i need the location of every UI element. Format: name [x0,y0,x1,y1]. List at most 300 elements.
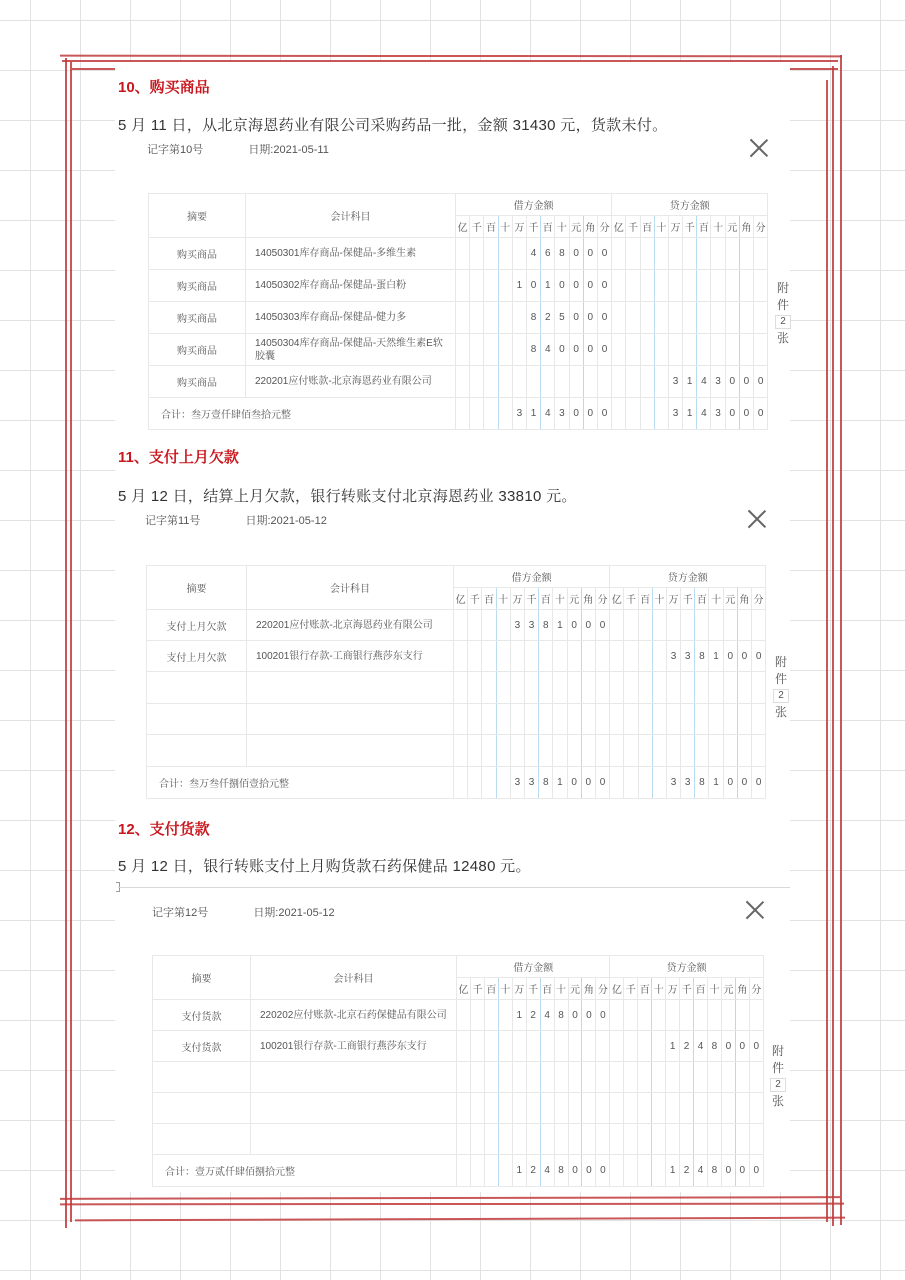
amount-digit [510,704,524,735]
amount-digit [610,1062,624,1093]
amount-digit: 8 [555,238,569,270]
voucher-number: 记字第12号 [152,907,209,919]
amount-digit [540,1093,554,1124]
amount-digit [512,334,526,366]
amount-digit [454,704,468,735]
amount-digit [457,1031,471,1062]
account-cell[interactable] [247,735,454,767]
digit-header: 千 [526,216,540,238]
amount-digit [482,704,496,735]
amount-digit: 0 [735,1155,749,1187]
digit-header: 分 [749,978,763,1000]
amount-digit [666,672,680,704]
amount-digit [721,1124,735,1155]
summary-cell[interactable]: 支付货款 [153,1031,251,1062]
amount-digit: 0 [581,610,595,641]
amount-digit [568,1031,582,1062]
account-cell[interactable]: 220201应付账款-北京海恩药业有限公司 [246,366,456,398]
amount-digit [697,302,711,334]
section-description-12: 5 月 12 日，银行转账支付上月购货款石药保健品 12480 元。 [118,858,531,875]
amount-digit [640,398,654,430]
amount-digit [638,610,652,641]
account-cell[interactable]: 14050301库存商品-保健品-多维生素 [246,238,456,270]
amount-digit [752,672,766,704]
amount-digit [468,704,482,735]
digit-header: 分 [597,216,611,238]
digit-header: 万 [512,216,526,238]
amount-digit [739,302,753,334]
amount-digit [624,610,638,641]
digit-header: 十 [498,978,512,1000]
digit-header: 角 [583,216,597,238]
attachment-number-input[interactable]: 2 [773,689,789,703]
amount-digit [666,1062,680,1093]
amount-digit: 0 [569,238,583,270]
amount-digit [638,1000,652,1031]
digit-header: 亿 [610,978,624,1000]
amount-digit [496,641,510,672]
section-title-11: 11、支付上月欠款 [118,449,239,466]
amount-digit: 0 [752,641,766,672]
amount-digit: 0 [739,398,753,430]
amount-digit [568,1093,582,1124]
amount-digit [652,767,666,799]
total-row [153,1155,764,1187]
close-voucher-12-icon[interactable] [745,900,765,920]
amount-digit [468,610,482,641]
voucher-row[interactable] [149,334,768,366]
amount-digit: 4 [697,366,711,398]
summary-cell[interactable]: 支付货款 [153,1000,251,1031]
amount-digit [654,398,668,430]
amount-digit [721,1000,735,1031]
amount-digit: 3 [510,610,524,641]
total-label: 合计：叁万壹仟肆佰叁拾元整 [149,398,456,430]
digit-header: 百 [484,216,498,238]
amount-digit [512,238,526,270]
amount-digit: 8 [554,1000,568,1031]
amount-digit [595,641,609,672]
digit-header: 百 [484,978,498,1000]
amount-digit [581,641,595,672]
amount-digit: 4 [526,238,540,270]
amount-digit [540,1124,554,1155]
amount-digit [681,672,695,704]
amount-digit: 0 [555,334,569,366]
amount-digit [568,1124,582,1155]
amount-digit [484,1124,498,1155]
amount-digit [498,270,512,302]
account-cell[interactable] [251,1124,457,1155]
amount-digit: 3 [512,398,526,430]
amount-digit [496,767,510,799]
amount-digit [498,1155,512,1187]
amount-digit [683,238,697,270]
amount-digit [754,270,768,302]
amount-digit [567,704,581,735]
amount-digit [735,1062,749,1093]
amount-digit: 2 [680,1031,694,1062]
account-cell[interactable]: 14050302库存商品-保健品-蛋白粉 [246,270,456,302]
amount-digit [668,302,682,334]
col-credit: 贷方金额 [610,956,763,978]
digit-header: 元 [568,978,582,1000]
summary-cell[interactable]: 支付上月欠款 [147,610,247,641]
amount-digit [470,1062,484,1093]
attachment-count-12: 附 件 2 张 [771,1044,784,1108]
digit-header: 千 [681,588,695,610]
amount-digit [456,398,470,430]
digit-header: 千 [624,978,638,1000]
amount-digit [484,270,498,302]
amount-digit: 8 [526,334,540,366]
amount-digit [752,735,766,767]
digit-header: 十 [654,216,668,238]
amount-digit: 0 [754,398,768,430]
amount-digit: 0 [595,767,609,799]
voucher-row[interactable] [147,672,766,704]
voucher-row[interactable] [147,735,766,767]
voucher-row[interactable] [149,366,768,398]
voucher-row[interactable] [147,704,766,735]
amount-digit: 0 [749,1031,763,1062]
amount-digit: 0 [582,1000,596,1031]
voucher-row[interactable] [153,1093,764,1124]
account-cell[interactable] [251,1093,457,1124]
account-cell[interactable]: 14050304库存商品-保健品-天然维生素E软胶囊 [246,334,456,366]
summary-cell[interactable]: 购买商品 [149,366,246,398]
col-summary: 摘要 [149,194,246,238]
amount-digit [568,1062,582,1093]
digit-header: 元 [569,216,583,238]
amount-digit [638,672,652,704]
amount-digit: 1 [526,398,540,430]
amount-digit [680,1062,694,1093]
digit-header: 万 [668,216,682,238]
amount-digit [638,1031,652,1062]
digit-header: 十 [652,588,666,610]
account-cell[interactable]: 100201银行存款-工商银行燕莎东支行 [247,641,454,672]
amount-digit: 0 [721,1155,735,1187]
voucher-row[interactable] [149,270,768,302]
amount-digit: 1 [553,610,567,641]
amount-digit [723,735,737,767]
voucher-row[interactable] [149,302,768,334]
voucher-table-10 [148,193,768,430]
amount-digit [624,704,638,735]
digit-header: 亿 [454,588,468,610]
amount-digit [498,366,512,398]
amount-digit: 3 [524,767,538,799]
digit-header: 元 [723,588,737,610]
amount-digit: 3 [711,366,725,398]
amount-digit [569,366,583,398]
amount-digit [737,704,751,735]
total-row [149,398,768,430]
amount-digit [624,735,638,767]
digit-header: 千 [624,588,638,610]
amount-digit [697,270,711,302]
digit-header: 角 [582,978,596,1000]
voucher-row[interactable] [153,1000,764,1031]
amount-digit [666,1093,680,1124]
amount-digit [666,735,680,767]
col-account: 会计科目 [247,566,454,610]
amount-digit [640,366,654,398]
amount-digit [539,704,553,735]
digit-header: 十 [711,216,725,238]
amount-digit: 0 [555,270,569,302]
voucher-number: 记字第10号 [147,144,204,156]
amount-digit [697,334,711,366]
account-cell[interactable]: 220202应付账款-北京石药保健品有限公司 [251,1000,457,1031]
amount-digit: 4 [697,398,711,430]
amount-digit: 4 [694,1031,708,1062]
voucher-header-12 [152,904,335,920]
amount-digit [638,1093,652,1124]
digit-header: 十 [707,978,721,1000]
amount-digit [739,238,753,270]
amount-digit [610,704,624,735]
amount-digit [752,704,766,735]
voucher-row[interactable] [153,1124,764,1155]
voucher-row[interactable] [153,1062,764,1093]
digit-header: 万 [666,588,680,610]
amount-digit: 2 [526,1000,540,1031]
amount-digit [498,1000,512,1031]
amount-digit: 0 [567,610,581,641]
amount-digit [470,238,484,270]
amount-digit [683,302,697,334]
voucher-row[interactable] [149,238,768,270]
amount-digit [624,1031,638,1062]
amount-digit [457,1000,471,1031]
amount-digit [666,1000,680,1031]
amount-digit [652,1031,666,1062]
divider [118,887,790,888]
amount-digit [526,1031,540,1062]
voucher-header-11 [145,512,327,528]
amount-digit [539,735,553,767]
digit-header: 十 [709,588,723,610]
amount-digit: 0 [597,302,611,334]
summary-cell[interactable] [147,672,247,704]
amount-digit [754,334,768,366]
amount-digit: 0 [569,398,583,430]
amount-digit [652,1000,666,1031]
amount-digit [456,302,470,334]
amount-digit [482,735,496,767]
account-cell[interactable]: 14050303库存商品-保健品-健力多 [246,302,456,334]
amount-digit [484,1093,498,1124]
amount-digit [626,302,640,334]
amount-digit [626,238,640,270]
amount-digit [739,270,753,302]
amount-digit [454,610,468,641]
amount-digit: 1 [666,1155,680,1187]
amount-digit [470,1124,484,1155]
amount-digit: 4 [541,398,555,430]
amount-digit [694,1124,708,1155]
amount-digit [709,735,723,767]
amount-digit [582,1093,596,1124]
amount-digit: 1 [541,270,555,302]
col-summary: 摘要 [153,956,251,1000]
close-voucher-11-icon[interactable] [747,509,767,529]
account-cell[interactable] [251,1062,457,1093]
amount-digit: 0 [567,767,581,799]
account-cell[interactable]: 220201应付账款-北京海恩药业有限公司 [247,610,454,641]
amount-digit: 4 [694,1155,708,1187]
amount-digit [694,1062,708,1093]
amount-digit: 0 [581,767,595,799]
amount-digit [709,672,723,704]
col-account: 会计科目 [246,194,456,238]
attachment-count-11: 附 件 2 张 [774,655,787,719]
amount-digit [470,1093,484,1124]
attachment-number-input[interactable]: 2 [770,1078,786,1092]
digit-header: 十 [554,978,568,1000]
amount-digit [654,366,668,398]
summary-cell[interactable] [153,1062,251,1093]
section-title-12: 12、支付货款 [118,821,210,838]
digit-header: 元 [721,978,735,1000]
amount-digit [512,1093,526,1124]
summary-cell[interactable] [153,1093,251,1124]
amount-digit [554,1093,568,1124]
amount-digit [610,1093,624,1124]
summary-cell[interactable] [147,704,247,735]
summary-cell[interactable] [153,1124,251,1155]
amount-digit [723,610,737,641]
summary-cell[interactable]: 购买商品 [149,302,246,334]
amount-digit [553,641,567,672]
digit-header: 百 [540,978,554,1000]
amount-digit [721,1062,735,1093]
amount-digit [470,1155,484,1187]
amount-digit [707,1093,721,1124]
amount-digit: 1 [683,398,697,430]
summary-cell[interactable]: 购买商品 [149,270,246,302]
amount-digit [666,704,680,735]
amount-digit [624,672,638,704]
amount-digit [610,672,624,704]
amount-digit: 0 [583,398,597,430]
amount-digit [524,735,538,767]
amount-digit [470,1000,484,1031]
account-cell[interactable] [247,672,454,704]
amount-digit [496,672,510,704]
amount-digit [498,1031,512,1062]
amount-digit [749,1062,763,1093]
amount-digit [612,334,626,366]
amount-digit [709,610,723,641]
digit-header: 百 [695,588,709,610]
voucher-date: 日期:2021-05-11 [248,144,329,156]
amount-digit [666,1124,680,1155]
col-credit: 贷方金额 [610,566,766,588]
voucher-table-11 [146,565,766,799]
amount-digit [496,610,510,641]
amount-digit [638,767,652,799]
amount-digit [468,735,482,767]
amount-digit: 0 [754,366,768,398]
amount-digit [482,641,496,672]
digit-header: 万 [666,978,680,1000]
amount-digit [668,270,682,302]
amount-digit: 1 [666,1031,680,1062]
amount-digit: 8 [554,1155,568,1187]
account-cell[interactable] [247,704,454,735]
amount-digit [554,1062,568,1093]
amount-digit [654,302,668,334]
summary-cell[interactable]: 购买商品 [149,334,246,366]
amount-digit [694,1093,708,1124]
amount-digit [711,334,725,366]
amount-digit: 3 [510,767,524,799]
amount-digit [553,672,567,704]
amount-digit [581,704,595,735]
amount-digit [510,672,524,704]
amount-digit [567,672,581,704]
voucher-row[interactable] [147,610,766,641]
amount-digit [694,1000,708,1031]
summary-cell[interactable]: 购买商品 [149,238,246,270]
amount-digit [597,366,611,398]
account-cell[interactable]: 100201银行存款-工商银行燕莎东支行 [251,1031,457,1062]
digit-header: 百 [638,978,652,1000]
amount-digit: 0 [583,270,597,302]
total-label: 合计：叁万叁仟捌佰壹拾元整 [147,767,454,799]
amount-digit [626,270,640,302]
amount-digit [681,610,695,641]
amount-digit [652,1062,666,1093]
amount-digit [610,1000,624,1031]
amount-digit [638,735,652,767]
amount-digit [554,1124,568,1155]
amount-digit [624,1093,638,1124]
voucher-row[interactable] [147,641,766,672]
amount-digit [526,1062,540,1093]
amount-digit [680,1000,694,1031]
summary-cell[interactable] [147,735,247,767]
amount-digit [737,610,751,641]
amount-digit [541,366,555,398]
amount-digit [454,672,468,704]
amount-digit [711,238,725,270]
col-credit: 贷方金额 [612,194,768,216]
amount-digit: 1 [512,1000,526,1031]
amount-digit [468,641,482,672]
amount-digit [482,767,496,799]
amount-digit [498,1062,512,1093]
amount-digit [654,334,668,366]
amount-digit: 0 [725,398,739,430]
amount-digit [596,1093,610,1124]
voucher-row[interactable] [153,1031,764,1062]
amount-digit [595,735,609,767]
summary-cell[interactable]: 支付上月欠款 [147,641,247,672]
digit-header: 万 [512,978,526,1000]
amount-digit [707,1124,721,1155]
amount-digit [723,672,737,704]
close-voucher-10-icon[interactable] [749,138,769,158]
digit-header: 十 [652,978,666,1000]
amount-digit: 0 [721,1031,735,1062]
attachment-number-input[interactable]: 2 [775,315,791,329]
amount-digit [725,334,739,366]
amount-digit: 3 [681,767,695,799]
